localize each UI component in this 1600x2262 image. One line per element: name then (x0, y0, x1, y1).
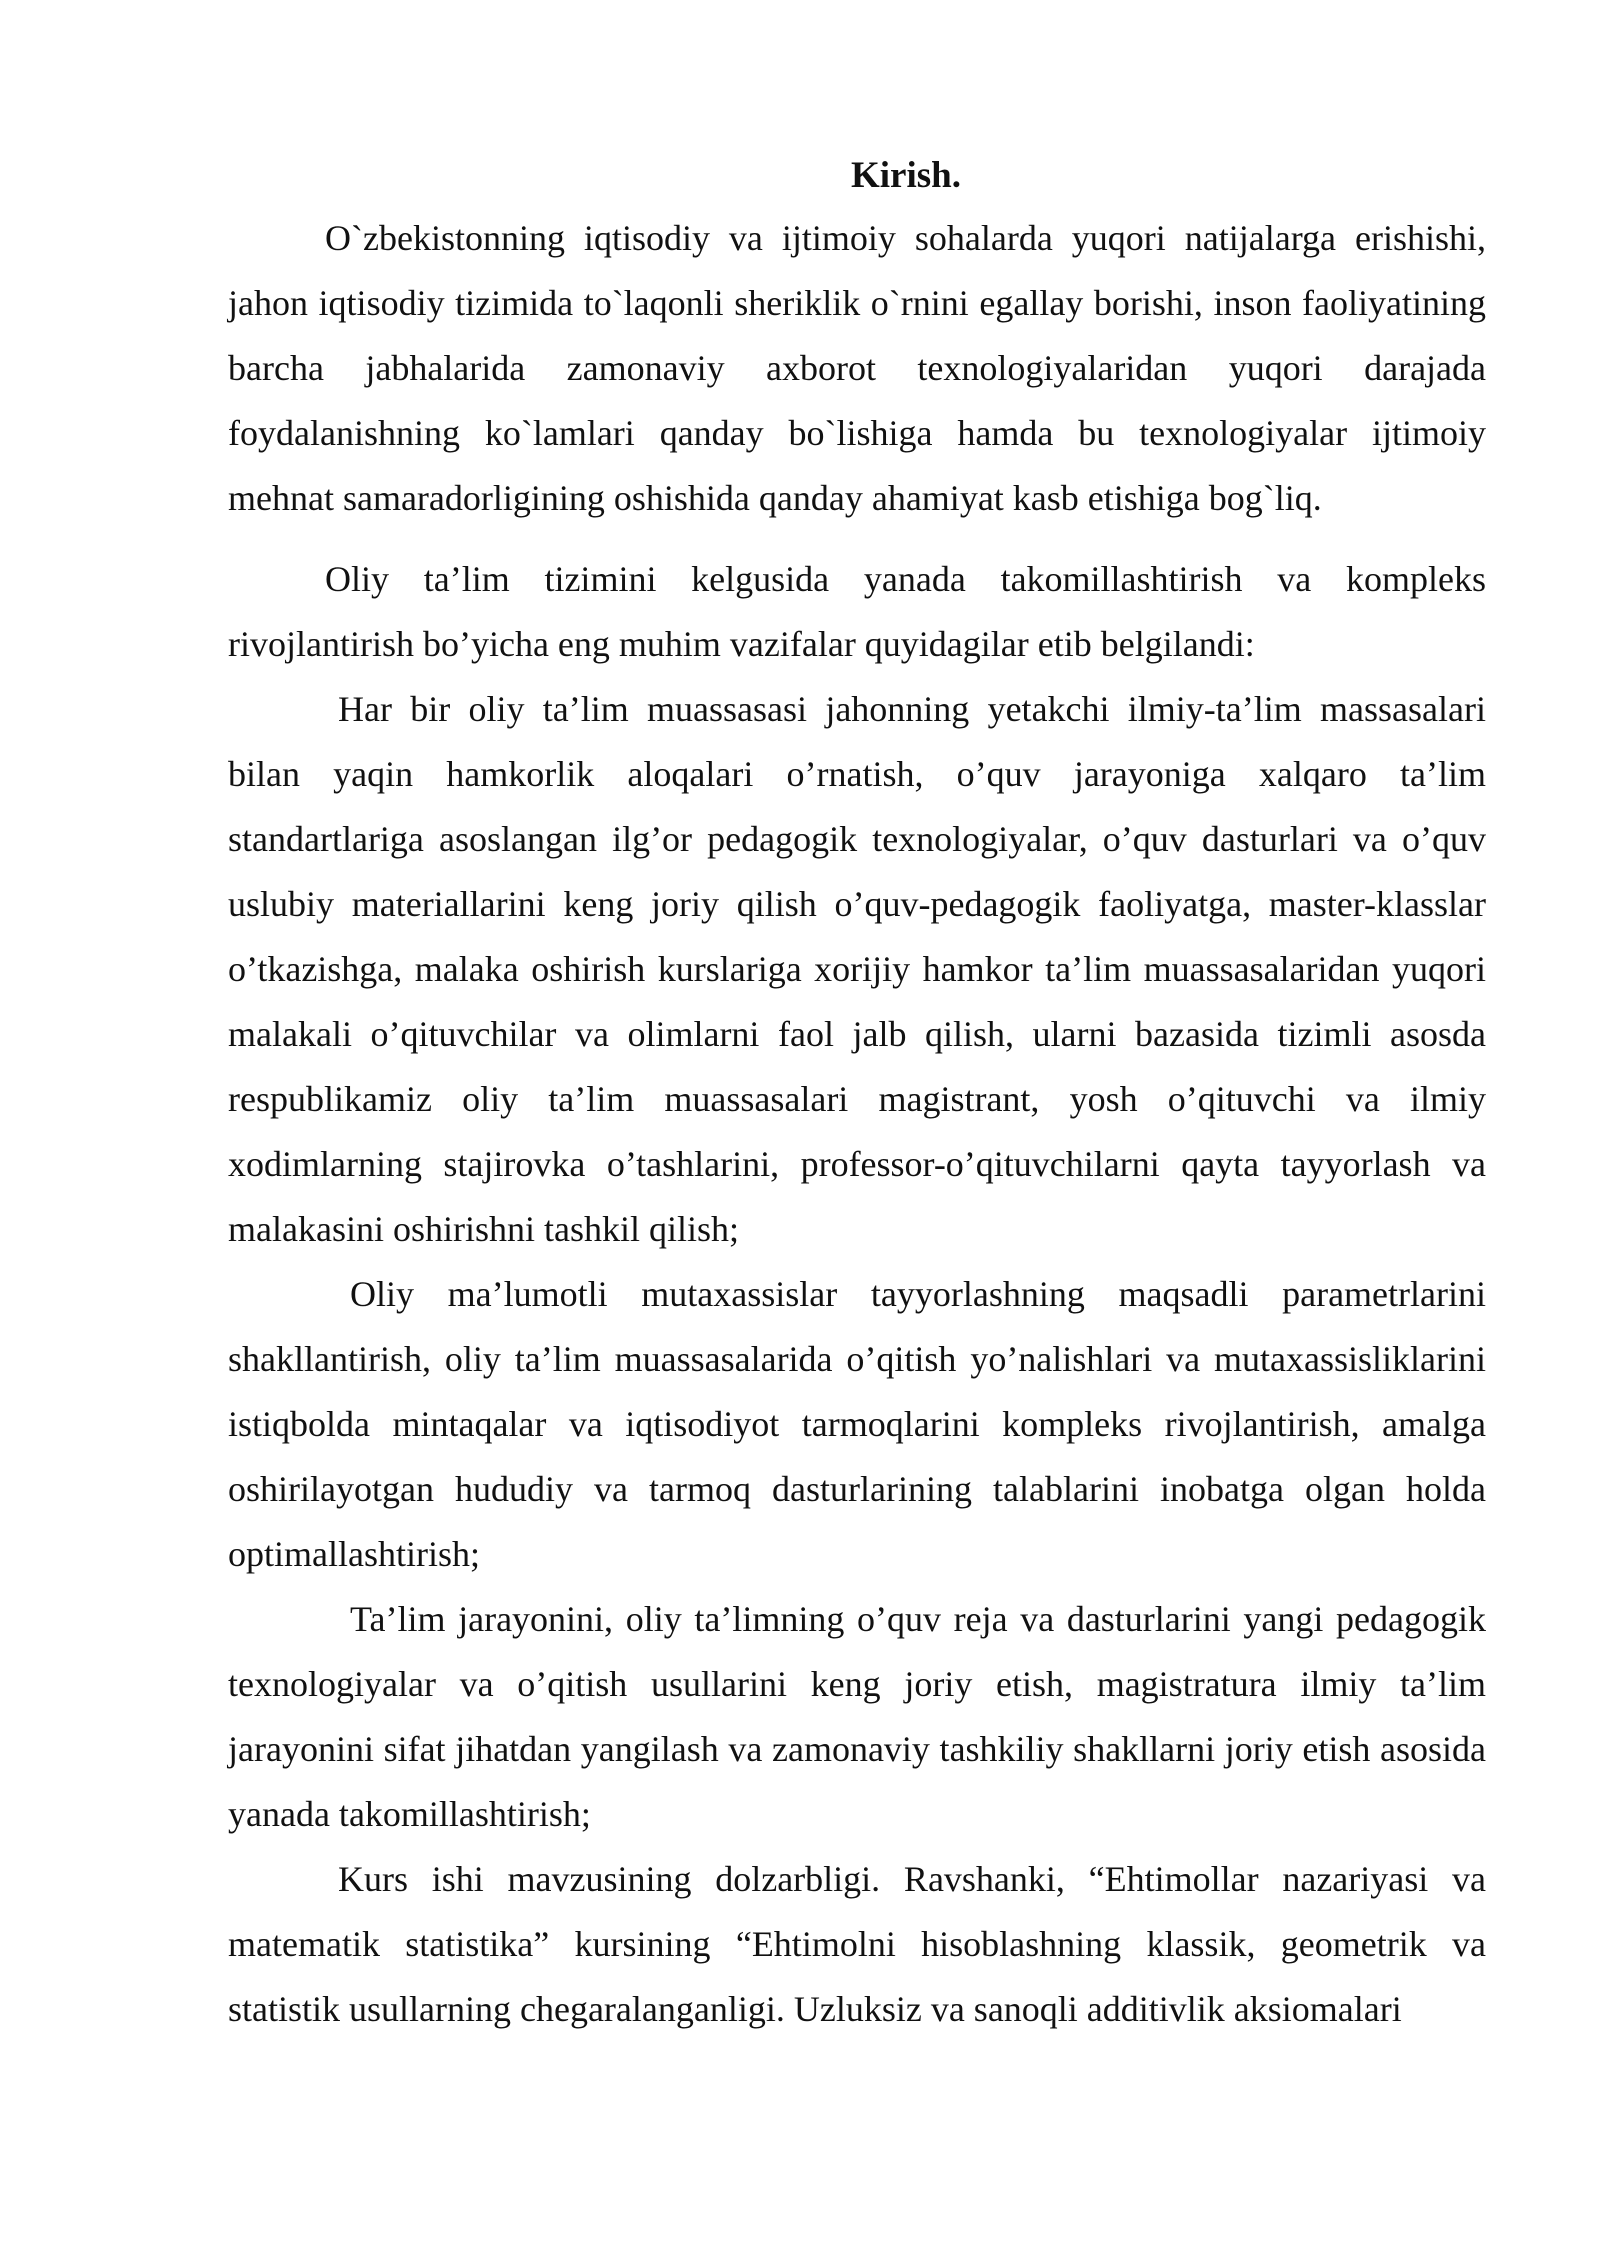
paragraph-task-specialists: Oliy ma’lumotli mutaxassislar tayyorlashning maqsadli parametrlarini shakllantirish, oliy ta’lim muassasalarida o’qitish yo’nalishlari va mutaxassisliklarini istiqbolda mintaqalar va iqtisodiyot tarmoqlarini kompleks rivojlantirish, amalga oshirilayotgan hududiy va tarmoq dasturlarining talablarini inobatga olgan holda optimallashtirish; (228, 1274, 1486, 1574)
paragraph-task-cooperation: Har bir oliy ta’lim muassasasi jahonning yetakchi ilmiy-ta’lim massasalari bilan yaqin hamkorlik aloqalari o’rnatish, o’quv jarayoniga xalqaro ta’lim standartlariga asoslangan ilg’or pedagogik texnologiyalar, o’quv dasturlari va o’quv uslubiy materiallarini keng joriy qilish o’quv-pedagogik faoliyatga, master-klasslar o’tkazishga, malaka oshirish kurslariga xorijiy hamkor ta’lim muassasalaridan yuqori malakali o’qituvchilar va olimlarni faol jalb qilish, ularni bazasida tizimli asosda respublikamiz oliy ta’lim muassasalari magistrant, yosh o’qituvchi va ilmiy xodimlarning stajirovka o’tashlarini, professor-o’qituvchilarni qayta tayyorlash va malakasini oshirishni tashkil qilish; (228, 689, 1486, 1249)
paragraph-relevance: Kurs ishi mavzusining dolzarbligi. Ravshanki, “Ehtimollar nazariyasi va matematik statistika” kursining “Ehtimolni hisoblashning klassik, geometrik va statistik usullarning chegaralanganligi. Uzluksiz va sanoqli additivlik aksiomalari (228, 1859, 1486, 2029)
document-body (228, 150, 1486, 2042)
paragraph-task-curriculum: Ta’lim jarayonini, oliy ta’limning o’quv reja va dasturlarini yangi pedagogik texnologiyalar va o’qitish usullarini keng joriy etish, magistratura ilmiy ta’lim jarayonini sifat jihatdan yangilash va zamonaviy tashkiliy shakllarni joriy etish asosida yanada takomillashtirish; (228, 1599, 1486, 1834)
paragraph-tasks-lead: Oliy ta’lim tizimini kelgusida yanada takomillashtirish va kompleks rivojlantirish bo’yicha eng muhim vazifalar quyidagilar etib belgilandi: (228, 559, 1486, 664)
section-heading: Kirish. (851, 155, 961, 196)
paragraph-intro: O`zbekistonning iqtisodiy va ijtimoiy sohalarda yuqori natijalarga erishishi, jahon iqtisodiy tizimida to`laqonli sheriklik o`rnini egallay borishi, inson faoliyatining barcha jabhalarida zamonaviy axborot texnologiyalaridan yuqori darajada foydalanishning ko`lamlari qanday bo`lishiga hamda bu texnologiyalar ijtimoiy mehnat samaradorligining oshishida qanday ahamiyat kasb etishiga bog`liq. (228, 218, 1486, 518)
